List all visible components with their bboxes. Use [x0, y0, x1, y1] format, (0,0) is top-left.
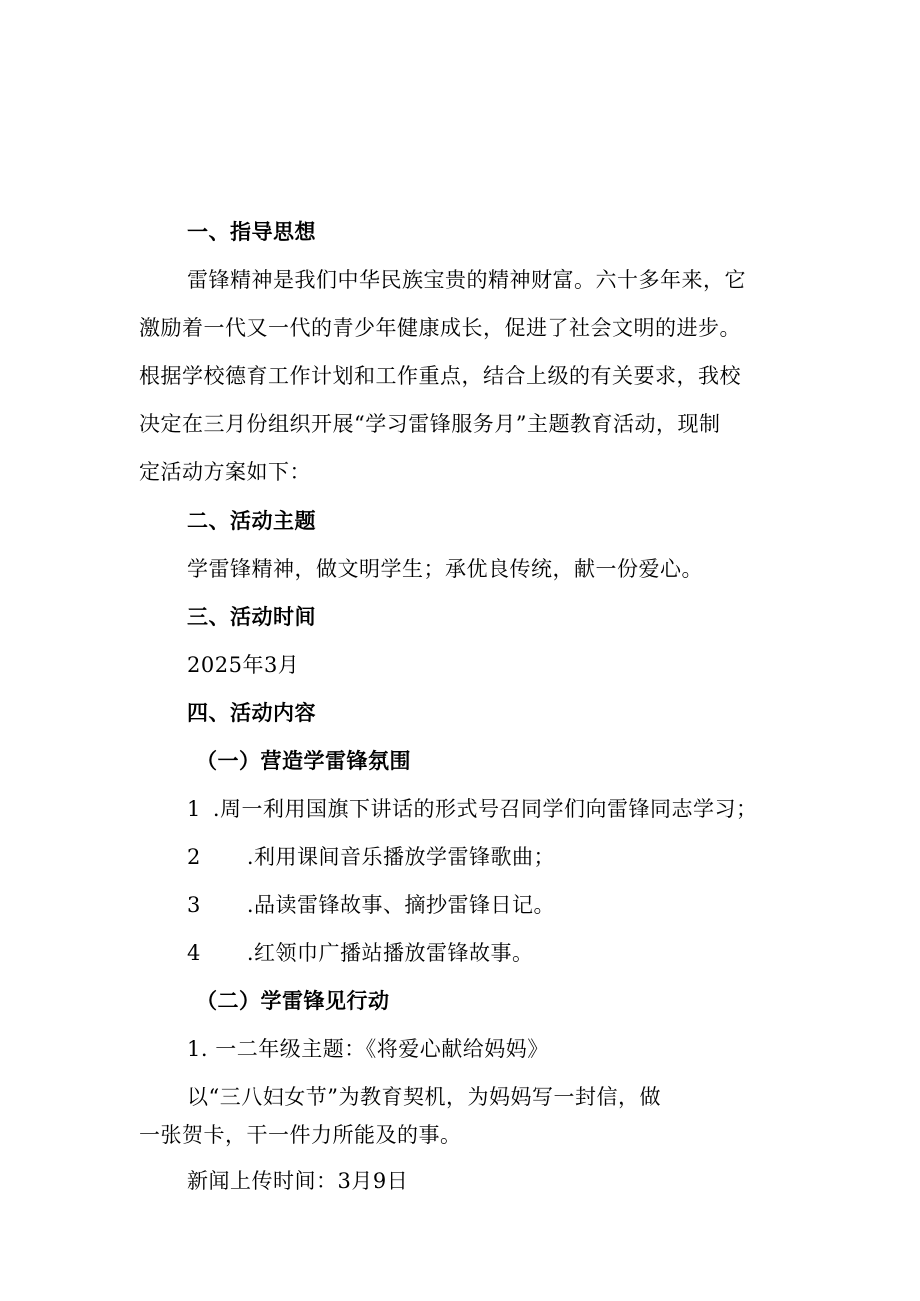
- subsection-1-heading: （一）营造学雷锋氛围: [196, 749, 411, 773]
- subsection-2-heading: （二）学雷锋见行动: [196, 989, 390, 1013]
- section-1-paragraph-line-5: 定活动方案如下：: [139, 460, 311, 484]
- list-item-text: .红领巾广播站播放雷锋故事。: [246, 941, 534, 965]
- section-3-text: 2025年3月: [187, 653, 300, 677]
- list-item-number: 1: [187, 797, 201, 821]
- subsection-2-item-1: 1. 一二年级主题：《将爱心献给妈妈》: [187, 1037, 549, 1061]
- section-1-paragraph-line-1: 雷锋精神是我们中华民族宝贵的精神财富。六十多年来，它: [187, 268, 746, 292]
- list-item-3: [187, 890, 555, 920]
- section-2-text: 学雷锋精神，做文明学生；承优良传统，献一份爱心。: [187, 557, 703, 581]
- list-item-number: 4: [187, 941, 201, 965]
- list-item-number: 2: [187, 845, 201, 869]
- list-item-text: .品读雷锋故事、摘抄雷锋日记。: [246, 893, 556, 917]
- list-item-number: 3: [187, 893, 201, 917]
- subsection-2-paragraph-line-1: 以“三八妇女节”为教育契机，为妈妈写一封信，做: [187, 1085, 661, 1109]
- list-item-text: .利用课间音乐播放学雷锋歌曲；: [246, 845, 556, 869]
- section-1-paragraph-line-3: 根据学校德育工作计划和工作重点，结合上级的有关要求，我校: [139, 364, 741, 388]
- section-1-paragraph-line-2: 激励着一代又一代的青少年健康成长，促进了社会文明的进步。: [139, 316, 741, 340]
- news-upload-time: 新闻上传时间：3月9日: [187, 1169, 409, 1193]
- list-item-2: [187, 842, 555, 872]
- list-item-1: [187, 794, 758, 824]
- list-item-4: [187, 938, 534, 968]
- section-1-heading: 一、指导思想: [187, 220, 316, 244]
- list-item-text: .周一利用国旗下讲话的形式号召同学们向雷锋同志学习；: [212, 797, 758, 821]
- section-4-heading: 四、活动内容: [187, 701, 316, 725]
- section-2-heading: 二、活动主题: [187, 509, 316, 533]
- section-1-paragraph-line-4: 决定在三月份组织开展“学习雷锋服务月”主题教育活动，现制: [139, 412, 721, 436]
- section-3-heading: 三、活动时间: [187, 605, 316, 629]
- subsection-2-paragraph-line-2: 一张贺卡，干一件力所能及的事。: [139, 1123, 462, 1147]
